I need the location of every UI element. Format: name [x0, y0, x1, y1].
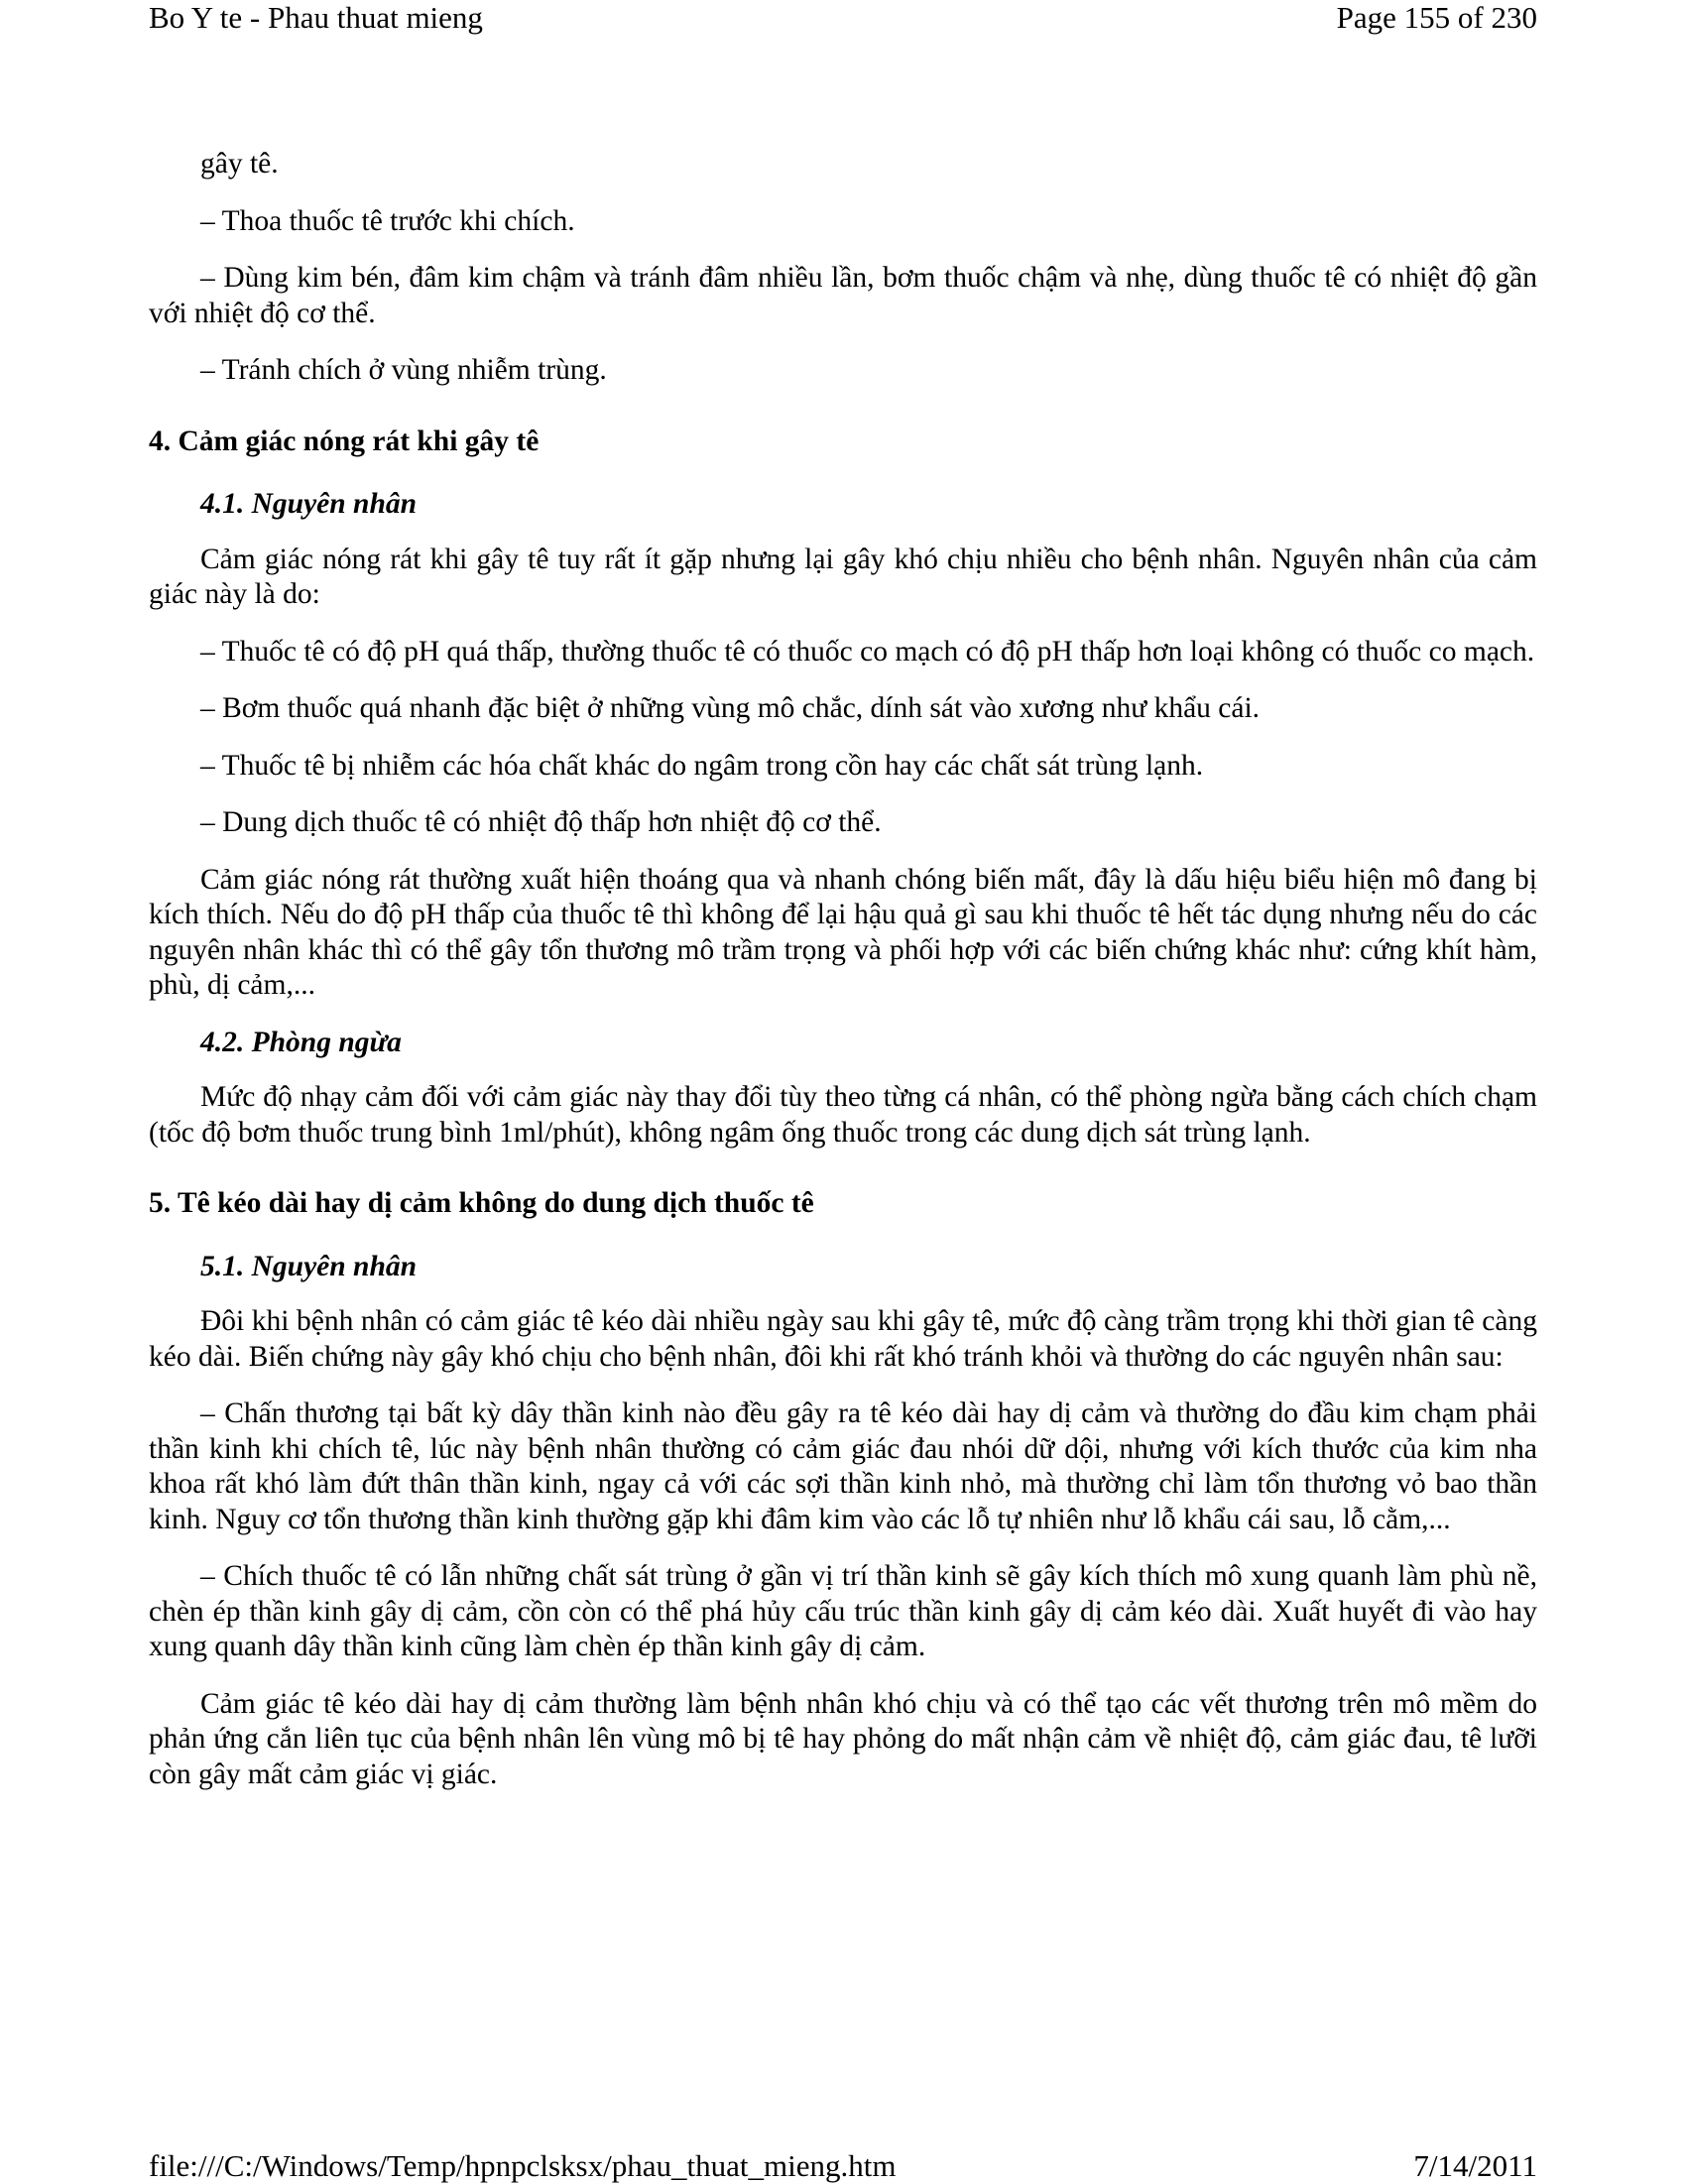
- paragraph: – Thuốc tê có độ pH quá thấp, thường thuốc tê có thuốc co mạch có độ pH thấp hơn loại không có thuốc co mạch.: [200, 635, 1535, 667]
- paragraph: Đôi khi bệnh nhân có cảm giác tê kéo dài nhiều ngày sau khi gây tê, mức độ càng trầm trọng khi thời gian tê càng kéo dài. Biến chứng này gây khó chịu cho bệnh nhân, đôi khi rất khó tránh khỏi và thường do các nguyên nhân sau:: [149, 1305, 1537, 1373]
- paragraph: – Chấn thương tại bất kỳ dây thần kinh nào đều gây ra tê kéo dài hay dị cảm và thường do đầu kim chạm phải thần kinh khi chích tê, lúc này bệnh nhân thường có cảm giác đau nhói dữ dội, nhưng với kích thước của kim nha khoa rất khó làm đứt thân thần kinh, ngay cả với các sợi thần kinh nhỏ, mà thường chỉ làm tổn thương vỏ bao thần kinh. Nguy cơ tổn thương thần kinh thường gặp khi đâm kim vào các lỗ tự nhiên như lỗ khẩu cái sau, lỗ cằm,...: [149, 1397, 1537, 1535]
- footer-date: 7/14/2011: [1413, 2148, 1537, 2183]
- paragraph: – Bơm thuốc quá nhanh đặc biệt ở những vùng mô chắc, dính sát vào xương như khẩu cái.: [200, 692, 1261, 724]
- header-title: Bo Y te - Phau thuat mieng: [149, 0, 483, 35]
- page-number: Page 155 of 230: [1336, 0, 1537, 35]
- paragraph: – Thuốc tê bị nhiễm các hóa chất khác do ngâm trong cồn hay các chất sát trùng lạnh.: [200, 749, 1204, 782]
- subsection-heading: 4.1. Nguyên nhân: [200, 488, 418, 520]
- paragraph: Cảm giác nóng rát khi gây tê tuy rất ít gặp nhưng lại gây khó chịu nhiều cho bệnh nhân. Nguyên nhân của cảm giác này là do:: [149, 543, 1537, 610]
- footer-file-path: file:///C:/Windows/Temp/hpnpclsksx/phau_thuat_mieng.htm: [149, 2148, 897, 2183]
- paragraph: Cảm giác nóng rát thường xuất hiện thoáng qua và nhanh chóng biến mất, đây là dấu hiệu biểu hiện mô đang bị kích thích. Nếu do độ pH thấp của thuốc tê thì không để lại hậu quả gì sau khi thuốc tê hết tác dụng nhưng nếu do các nguyên nhân khác thì có thể gây tổn thương mô trầm trọng và phối hợp với các biến chứng khác như: cứng khít hàm, phù, dị cảm,...: [149, 863, 1537, 1001]
- paragraph: – Thoa thuốc tê trước khi chích.: [200, 204, 575, 237]
- paragraph: Mức độ nhạy cảm đối với cảm giác này thay đổi tùy theo từng cá nhân, có thể phòng ngừa bằng cách chích chạm (tốc độ bơm thuốc trung bình 1ml/phút), không ngâm ống thuốc trong các dung dịch sát trùng lạnh.: [149, 1081, 1537, 1149]
- paragraph: – Dung dịch thuốc tê có nhiệt độ thấp hơn nhiệt độ cơ thể.: [200, 806, 882, 838]
- paragraph: – Chích thuốc tê có lẫn những chất sát trùng ở gần vị trí thần kinh sẽ gây kích thích mô xung quanh làm phù nề, chèn ép thần kinh gây dị cảm, cồn còn có thể phá hủy cấu trúc thần kinh gây dị cảm kéo dài. Xuất huyết đi vào hay xung quanh dây thần kinh cũng làm chèn ép thần kinh gây dị cảm.: [149, 1560, 1537, 1662]
- paragraph: – Dùng kim bén, đâm kim chậm và tránh đâm nhiều lần, bơm thuốc chậm và nhẹ, dùng thuốc tê có nhiệt độ gần với nhiệt độ cơ thể.: [149, 262, 1537, 329]
- section-heading: 4. Cảm giác nóng rát khi gây tê: [149, 425, 540, 457]
- subsection-heading: 5.1. Nguyên nhân: [200, 1250, 418, 1282]
- subsection-heading: 4.2. Phòng ngừa: [200, 1026, 402, 1058]
- paragraph: – Tránh chích ở vùng nhiễm trùng.: [200, 354, 607, 386]
- section-heading: 5. Tê kéo dài hay dị cảm không do dung dịch thuốc tê: [149, 1187, 814, 1219]
- paragraph: gây tê.: [200, 148, 279, 180]
- paragraph: Cảm giác tê kéo dài hay dị cảm thường làm bệnh nhân khó chịu và có thể tạo các vết thương trên mô mềm do phản ứng cắn liên tục của bệnh nhân lên vùng mô bị tê hay phỏng do mất nhận cảm về nhiệt độ, cảm giác đau, tê lưỡi còn gây mất cảm giác vị giác.: [149, 1687, 1537, 1790]
- document-body: [149, 147, 1537, 1814]
